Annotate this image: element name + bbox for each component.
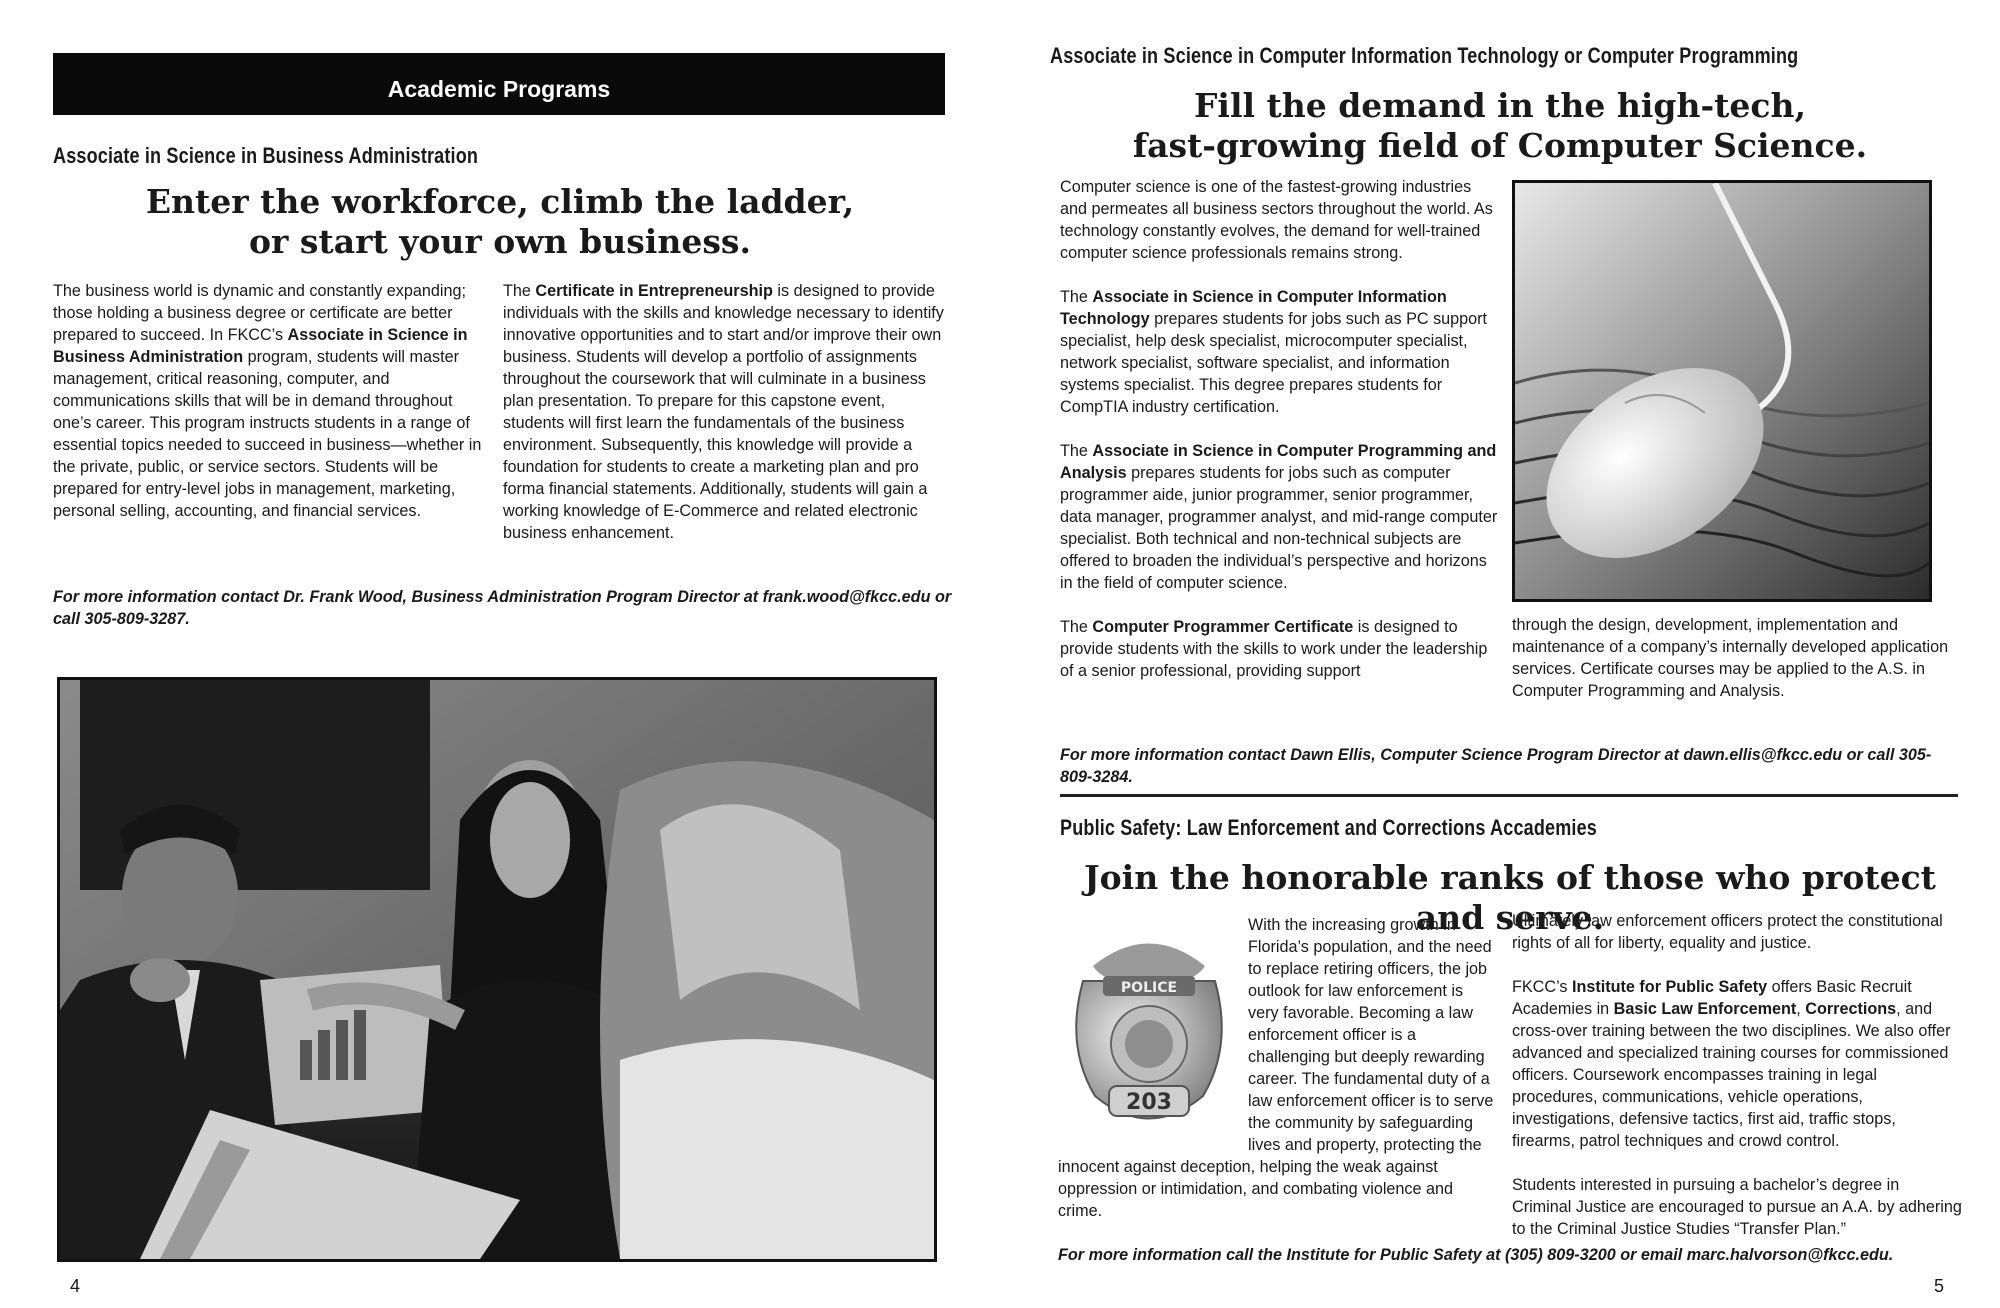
cs-text: is designed to provide students with the skills to work under the leadership of a senior professional, providing support — [1060, 618, 1488, 680]
cs-certificate-name: Computer Programmer Certificate — [1092, 618, 1354, 636]
cs-heading: Associate in Science in Computer Information Technology or Computer Programming — [1050, 43, 1799, 68]
cs-cit-degree-name: Associate in Science in Computer Information Technology — [1060, 288, 1447, 328]
cs-text: The — [1060, 288, 1093, 306]
safety-text: FKCC’s — [1512, 978, 1572, 996]
cs-column-1 — [1060, 176, 1500, 704]
safety-column-1 — [1058, 914, 1498, 1222]
badge-number: 203 — [1126, 1090, 1172, 1115]
business-column-2 — [503, 280, 949, 544]
safety-text: , and cross-over training between the two disciplines. We also offer advanced and specialized training courses for commissioned officers. Coursework encompasses training in legal procedures, communications, vehicle operations, investigations, defensive tactics, first aid, traffic stops, firearms, patrol techniques and crowd control. — [1512, 1000, 1951, 1150]
business-tagline-line1: Enter the workforce, climb the ladder, — [145, 182, 855, 221]
safety-text: , — [1796, 1000, 1806, 1018]
page-number-left: 4 — [70, 1276, 81, 1296]
entrepreneurship-cert-name: Certificate in Entrepreneurship — [535, 282, 773, 300]
cs-certificate-paragraph — [1060, 616, 1500, 682]
academy-corrections: Corrections — [1805, 1000, 1897, 1018]
cs-tagline-line1: Fill the demand in the high-tech, — [1193, 86, 1806, 125]
institute-name: Institute for Public Safety — [1571, 978, 1768, 996]
safety-column-2 — [1512, 910, 1962, 1262]
safety-institute-paragraph — [1512, 976, 1962, 1152]
safety-heading: Public Safety: Law Enforcement and Corrections Accademies — [1060, 815, 1598, 840]
cs-text: prepares students for jobs such as PC support specialist, help desk specialist, microcomputer specialist, network specialist, software specialist, and information systems specialist. This degree prepares students for CompTIA industry certification. — [1060, 310, 1488, 416]
office-meeting-photo — [57, 677, 937, 1262]
business-text: program, students will master management, critical reasoning, computer, and communications skills that will be in demand throughout one’s career. This program instructs students in a range of essential topics needed to succeed in business—whether in the private, public, or service sectors. Students will be prepared for entry-level jobs in management, marketing, personal selling, accounting, and financial services. — [53, 348, 482, 520]
page-number-right: 5 — [1934, 1276, 1945, 1296]
cs-tagline-line2: fast-growing field of Computer Science. — [1132, 126, 1868, 165]
safety-text: offers Basic Recruit Academies in — [1512, 978, 1912, 1018]
badge-wrap-spacer — [1058, 914, 1248, 1139]
computer-mouse-illustration — [1515, 183, 1929, 599]
entrepreneurship-text: is designed to provide individuals with the skills and knowledge necessary to identify innovative opportunities and to start and/or improve their own business. Students will develop a portfolio of assignments throughout the coursework that will culminate in a business plan presentation. To prepare for this capstone event, students will first learn the fundamentals of the business environment. Subsequently, this knowledge will provide a foundation for students to create a marketing plan and pro forma financial statements. Additionally, students will gain a working knowledge of E-Commerce and related electronic business enhancement. — [503, 282, 944, 542]
entrepreneurship-text: The — [503, 282, 536, 300]
business-heading: Associate in Science in Business Administration — [53, 143, 479, 168]
business-degree-name: Associate in Science in Business Administration — [53, 326, 468, 366]
safety-text: With the increasing growth in Florida’s population, and the need to replace retiring officers, the job outlook for law enforcement is very favorable. Becoming a law enforcement officer is a challenging but deeply rewarding career. The fundamental duty of a law enforcement officer is to serve the community by safeguarding lives and property, protecting the innocent against deception, helping the weak against oppression or intimidation, and combating violence and crime. — [1058, 916, 1494, 1220]
cs-programming-paragraph — [1060, 440, 1500, 594]
safety-tagline: Join the honorable ranks of those who protect and serve. — [1084, 858, 1936, 937]
cs-cit-paragraph — [1060, 286, 1500, 418]
business-text: The business world is dynamic and constantly expanding; those holding a business degree or certificate are better prepared to succeed. In FKCC’s — [53, 282, 467, 344]
business-contact: For more information contact Dr. Frank Wood, Business Administration Program Director at frank.wood@fkcc.edu or call 305-809-3287. — [53, 588, 952, 628]
cs-tagline — [1060, 86, 1940, 166]
cs-text: The — [1060, 618, 1093, 636]
section-divider — [1060, 794, 1958, 797]
safety-transfer-paragraph: Students interested in pursuing a bachelor’s degree in Criminal Justice are encouraged to pursue an A.A. by adhering to the Criminal Justice Studies “Transfer Plan.” — [1512, 1176, 1962, 1238]
business-tagline-line2: or start your own business. — [249, 222, 751, 261]
badge-word: POLICE — [1120, 980, 1178, 996]
safety-contact: For more information call the Institute for Public Safety at (305) 809-3200 or email marc.halvorson@fkcc.edu. — [1058, 1246, 1894, 1264]
cs-programming-degree-name: Associate in Science in Computer Programming and Analysis — [1060, 442, 1497, 482]
section-banner: Academic Programs — [53, 53, 945, 115]
business-column-1 — [53, 280, 493, 522]
cs-text: prepares students for jobs such as computer programmer aide, junior programmer, senior programmer, data manager, programmer analyst, and mid-range computer specialist. Both technical and non-technical subjects are offered to broaden the individual’s perspective and horizons in the field of computer science. — [1060, 464, 1498, 592]
office-meeting-illustration — [60, 680, 934, 1259]
academy-law-enforcement: Basic Law Enforcement — [1613, 1000, 1797, 1018]
cs-contact: For more information contact Dawn Ellis, Computer Science Program Director at dawn.ellis@fkcc.edu or call 305-809-3284. — [1060, 746, 1932, 786]
computer-mouse-photo — [1512, 180, 1932, 602]
safety-rights-paragraph: Ultimately law enforcement officers protect the constitutional rights of all for liberty, equality and justice. — [1512, 912, 1943, 952]
cs-column-2: through the design, development, implementation and maintenance of a company’s internally developed application services. Certificate courses may be applied to the A.S. in Computer Programming and Analysis. — [1512, 616, 1949, 700]
cs-text: The — [1060, 442, 1093, 460]
cs-intro-paragraph: Computer science is one of the fastest-growing industries and permeates all business sectors throughout the world. As technology constantly evolves, the demand for well-trained computer science professionals remains strong. — [1060, 178, 1493, 262]
business-tagline — [100, 182, 900, 262]
